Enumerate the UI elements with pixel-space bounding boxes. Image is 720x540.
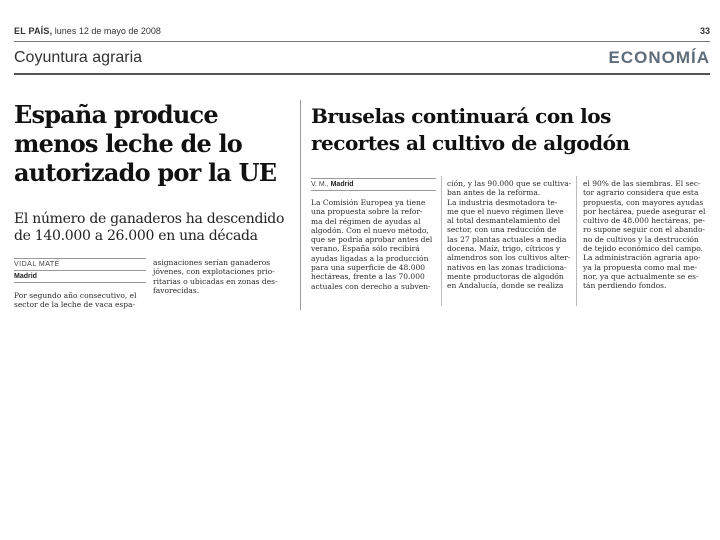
article2-column-2: ción, y las 90.000 que se cultiva- ban antes de la reforma. La industria desmotadora te- me que el nuevo régimen lleve al total desmantelamiento del sector, con una reducción de las 27 plantas actuales a media docena. Maíz, trigo, cítricos y almendros son los cultivos alter- nativos en las zonas tradiciona- mente productoras de algodón en Andalucía, donde se realiza [447, 179, 572, 291]
article2-column-3: el 90% de las siembras. El sec- tor agrario considera que esta propuesta, con mayores ayudas por hectárea, puede asegurar el cultivo de 48.000 hectáreas, pe- ro supone seguir con el abando- no de cultivos y la destrucción de tejido económico del campo. La administración agraria apo- ya la propuesta como mal me- nor, ya que actualmente se es- tán perdiendo fondos. [583, 179, 706, 291]
category-label: ECONOMÍA [608, 48, 710, 67]
paper-name: EL PAÍS, [14, 26, 53, 36]
article1-column-1: Por segundo año consecutivo, el sector de la leche de vaca espa- [14, 291, 137, 310]
page-header [14, 26, 710, 40]
article1-byline [14, 258, 146, 283]
issue-date: lunes 12 de mayo de 2008 [54, 26, 161, 36]
column-divider [300, 100, 301, 310]
article1-subhead: El número de ganaderos ha descendido de 140.000 a 26.000 en una década [14, 211, 285, 244]
article2-headline: Bruselas continuará con los recortes al cultivo de algodón [311, 104, 630, 155]
byline-author: V. M., [311, 181, 329, 188]
column-divider [441, 176, 442, 306]
section-title: Coyuntura agraria [14, 49, 143, 66]
header-rule [14, 41, 710, 42]
article1-column-2: asignaciones serían ganaderos jóvenes, con explotaciones prio- ritarias o ubicadas en zonas des- favorecidas. [153, 258, 278, 295]
page-number: 33 [699, 26, 710, 36]
article1-headline: España produce menos leche de lo autorizado por la UE [14, 100, 277, 187]
column-divider [576, 176, 577, 306]
byline-place: Madrid [330, 181, 354, 188]
byline-author: VIDAL MATÉ [14, 258, 146, 271]
article2-column-1: La Comisión Europea ya tiene una propuesta sobre la refor- ma del régimen de ayudas al algodón. Con el nuevo método, que se podría aprobar antes del verano, España sólo recibirá ayudas ligadas a la producción para una superficie de 48.000 hectáreas, frente a las 70.000 actuales con derecho a subven- [311, 198, 433, 291]
section-rule [14, 73, 710, 75]
article2-byline [311, 178, 436, 191]
byline-place: Madrid [14, 271, 146, 283]
